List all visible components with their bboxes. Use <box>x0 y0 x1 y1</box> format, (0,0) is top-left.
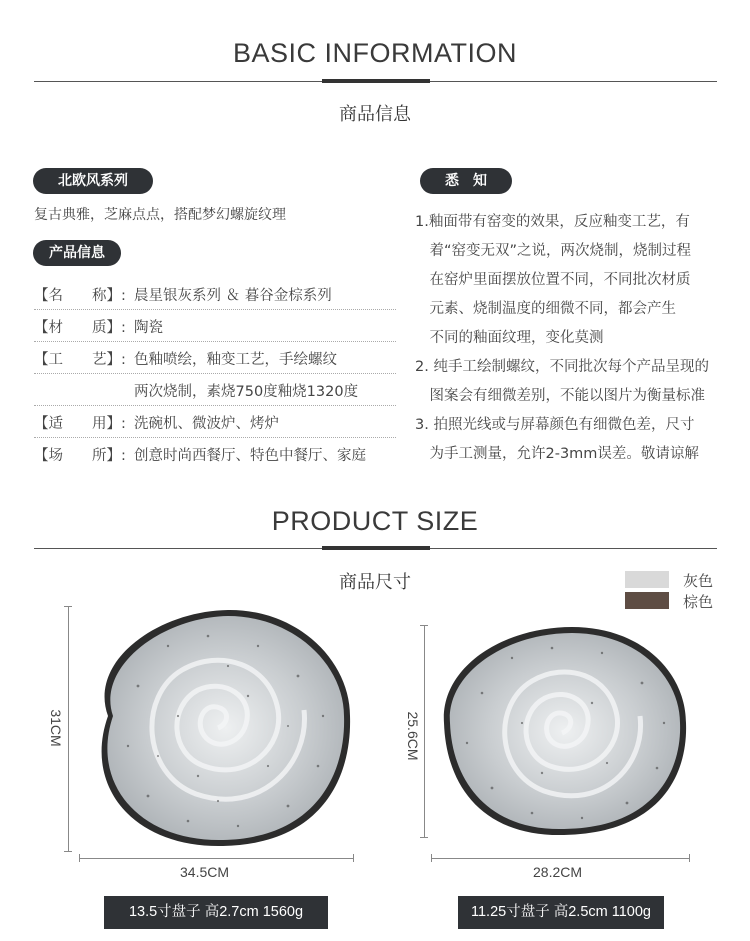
notice-line: 2. 纯手工绘制螺纹，不同批次每个产品呈现的 <box>415 359 709 375</box>
plate-caption: 13.5寸盘子 高2.7cm 1560g <box>104 896 328 929</box>
info-key: 【适 用】: <box>34 416 126 432</box>
basic-info-title: BASIC INFORMATION <box>232 38 517 68</box>
legend-label-brown: 棕色 <box>683 593 714 611</box>
dimension-tick <box>431 854 432 862</box>
info-key: 【场 所】: <box>34 448 126 464</box>
notice-line: 为手工测量，允许2-3mm误差。敬请谅解 <box>415 446 699 462</box>
info-value: 两次烧制，素烧750度釉烧1320度 <box>134 384 359 400</box>
info-value: 陶瓷 <box>134 320 163 336</box>
notice-line: 元素、烧制温度的细微不同，都会产生 <box>415 301 676 317</box>
plate-width-label: 34.5CM <box>180 864 230 880</box>
legend-swatch-grey <box>625 571 669 588</box>
info-key: 【材 质】: <box>34 320 126 336</box>
dimension-tick <box>79 854 80 862</box>
basic-info-subtitle: 商品信息 <box>339 104 411 125</box>
info-value: 晨星银灰系列 ＆ 暮谷金棕系列 <box>134 288 332 304</box>
notice-line: 在窑炉里面摆放位置不同，不同批次材质 <box>415 272 691 288</box>
notice-line: 1.釉面带有窑变的效果，反应釉变工艺，有 <box>415 214 690 230</box>
plate-height-label: 25.6CM <box>405 711 421 761</box>
legend-swatch-brown <box>625 592 669 609</box>
info-row-usage <box>34 406 396 438</box>
info-row-craft <box>34 342 396 374</box>
product-info-tag: 产品信息 <box>33 240 121 266</box>
info-value: 创意时尚西餐厅、特色中餐厅、家庭 <box>134 448 366 464</box>
dimension-tick <box>420 625 428 626</box>
width-dimension-line <box>431 858 689 859</box>
notice-line: 着“窑变无双”之说，两次烧制，烧制过程 <box>415 243 692 259</box>
large-plate-image <box>78 606 354 852</box>
plate-width-label: 28.2CM <box>533 864 583 880</box>
product-size-subtitle: 商品尺寸 <box>339 572 411 593</box>
small-plate-image <box>432 623 690 839</box>
info-row-craft-cont <box>34 374 396 406</box>
dimension-tick <box>64 851 72 852</box>
height-dimension-line <box>424 625 425 837</box>
dimension-tick <box>353 854 354 862</box>
dimension-tick <box>420 837 428 838</box>
info-key: 【工 艺】: <box>34 352 126 368</box>
notice-line: 图案会有细微差别，不能以图片为衡量标准 <box>415 388 705 404</box>
plate-caption: 11.25寸盘子 高2.5cm 1100g <box>458 896 664 929</box>
legend-label-grey: 灰色 <box>683 572 714 590</box>
notice-tag: 悉 知 <box>420 168 512 194</box>
height-dimension-line <box>68 606 69 851</box>
plate-height-label: 31CM <box>48 709 64 747</box>
dimension-tick <box>64 606 72 607</box>
info-row-material <box>34 310 396 342</box>
info-value: 色釉喷绘，釉变工艺，手绘螺纹 <box>134 352 337 368</box>
dimension-tick <box>689 854 690 862</box>
section-divider-accent <box>322 546 430 550</box>
info-row-name <box>34 278 396 310</box>
section-divider-accent <box>322 79 430 83</box>
width-dimension-line <box>79 858 353 859</box>
product-size-title: PRODUCT SIZE <box>271 506 479 536</box>
series-tag: 北欧风系列 <box>33 168 153 194</box>
series-description: 复古典雅，芝麻点点，搭配梦幻螺旋纹理 <box>34 207 286 223</box>
info-row-venue <box>34 438 396 469</box>
notice-line: 不同的釉面纹理，变化莫测 <box>415 330 604 346</box>
notice-line: 3. 拍照光线或与屏幕颜色有细微色差，尺寸 <box>415 417 695 433</box>
info-value: 洗碗机、微波炉、烤炉 <box>134 416 279 432</box>
info-key: 【名 称】: <box>34 288 126 304</box>
